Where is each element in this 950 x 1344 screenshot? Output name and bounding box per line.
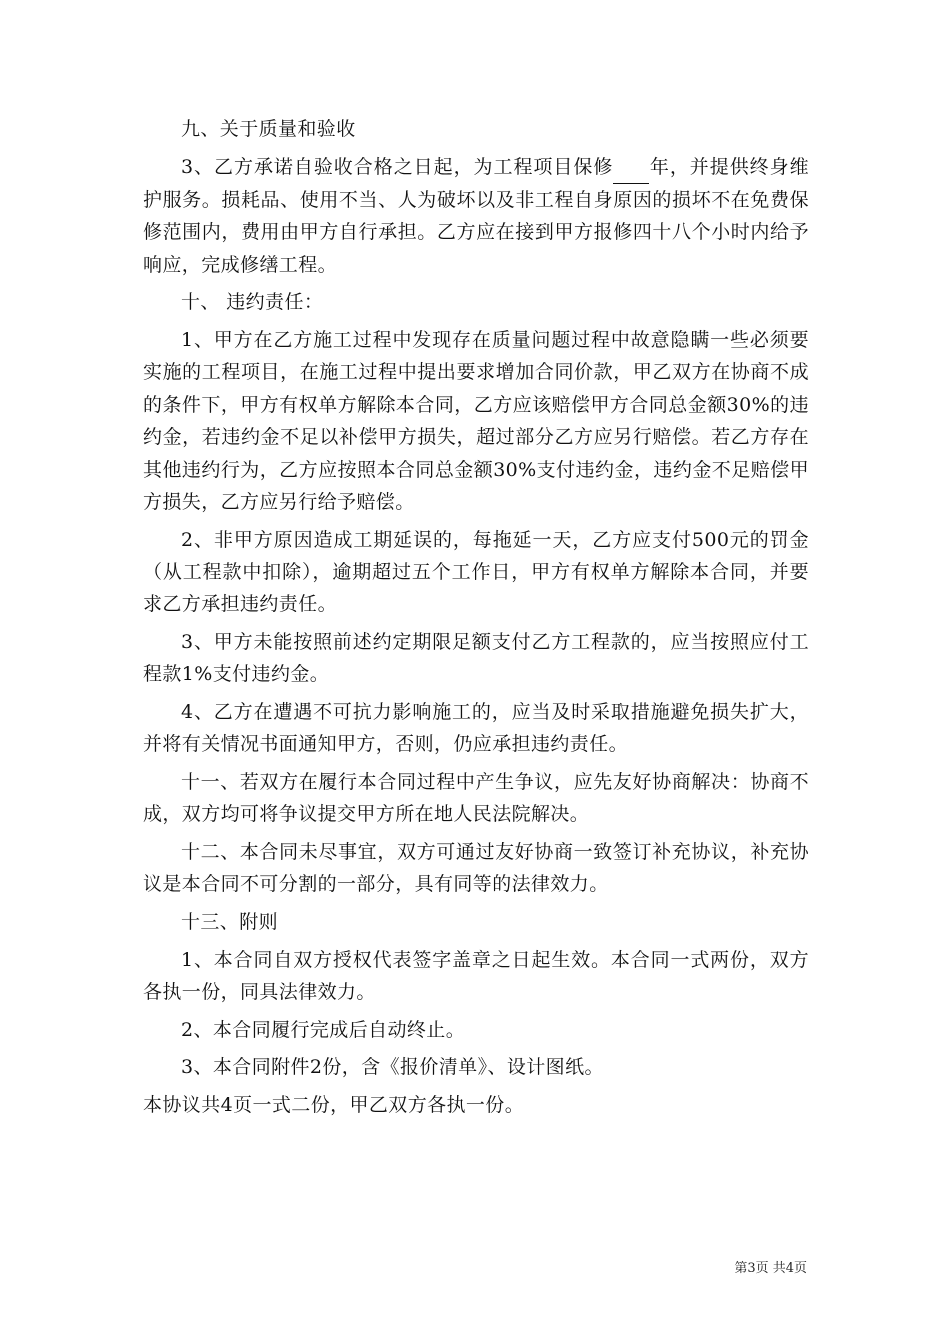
clause-13-1-text: 1、本合同自双方授权代表签字盖章之日起生效。本合同一式两份，双方各执一份，同具法律效力。 [143, 948, 809, 1004]
clause-10-4 [143, 696, 809, 761]
contract-body [143, 113, 809, 1126]
clause-9-3 [143, 151, 809, 282]
clause-13-3 [143, 1051, 809, 1083]
clause-10-1 [143, 324, 809, 518]
section-9-heading [143, 113, 809, 145]
clause-9-3-text-b: 年，并提供终身维护服务。损耗品、使用不当、人为破坏以及非工程自身原因的损坏不在免费保修范围内，费用由甲方自行承担。乙方应在接到甲方报修四十八个小时内给予响应，完成修缮工程。 [143, 155, 810, 276]
clause-13-2-text: 2、本合同履行完成后自动终止。 [181, 1018, 466, 1041]
clause-9-3-text-a: 3、乙方承诺自验收合格之日起，为工程项目保修 [181, 155, 614, 178]
clause-13-1 [143, 944, 809, 1009]
clause-10-1-text: 1、甲方在乙方施工过程中发现存在质量问题过程中故意隐瞒一些必须要实施的工程项目，在施工过程中提出要求增加合同价款，甲乙双方在协商不成的条件下，甲方有权单方解除本合同，乙方应该赔偿甲方合同总金额30%的违约金，若违约金不足以补偿甲方损失，超过部分乙方应另行赔偿。若乙方存在其他违约行为，乙方应按照本合同总金额30%支付违约金，违约金不足赔偿甲方损失，乙方应另行给予赔偿。 [143, 329, 809, 514]
section-10-heading-text: 十、 违约责任： [181, 291, 324, 314]
section-11-text: 十一、若双方在履行本合同过程中产生争议，应先友好协商解决：协商不成，双方均可将争议提交甲方所在地人民法院解决。 [143, 771, 809, 826]
section-13-heading [143, 906, 809, 938]
clause-13-2 [143, 1014, 809, 1046]
section-13-heading-text: 十三、附则 [181, 911, 279, 934]
clause-13-3-text: 3、本合同附件2份，含《报价清单》、设计图纸。 [181, 1056, 604, 1079]
closing-statement-text: 本协议共4页一式二份，甲乙双方各执一份。 [143, 1093, 525, 1116]
clause-10-2 [143, 524, 809, 621]
closing-statement [143, 1089, 809, 1121]
page-number-footer: 第3页 共4页 [734, 1261, 807, 1276]
clause-10-2-text: 2、非甲方原因造成工期延误的，每拖延一天，乙方应支付500元的罚金（从工程款中扣除），逾期超过五个工作日，甲方有权单方解除本合同，并要求乙方承担违约责任。 [143, 528, 809, 616]
warranty-years-blank [613, 151, 649, 184]
clause-10-3-text: 3、甲方未能按照前述约定期限足额支付乙方工程款的，应当按照应付工程款1%支付违约金。 [143, 631, 809, 686]
clause-10-4-text: 4、乙方在遭遇不可抗力影响施工的，应当及时采取措施避免损失扩大，并将有关情况书面通知甲方，否则，仍应承担违约责任。 [143, 701, 809, 756]
section-9-heading-text: 九、关于质量和验收 [181, 118, 356, 140]
section-11 [143, 766, 809, 831]
section-10-heading [143, 286, 809, 318]
section-12-text: 十二、本合同未尽事宜，双方可通过友好协商一致签订补充协议，补充协议是本合同不可分割的一部分，具有同等的法律效力。 [143, 841, 809, 896]
section-12 [143, 836, 809, 901]
clause-10-3 [143, 626, 809, 691]
